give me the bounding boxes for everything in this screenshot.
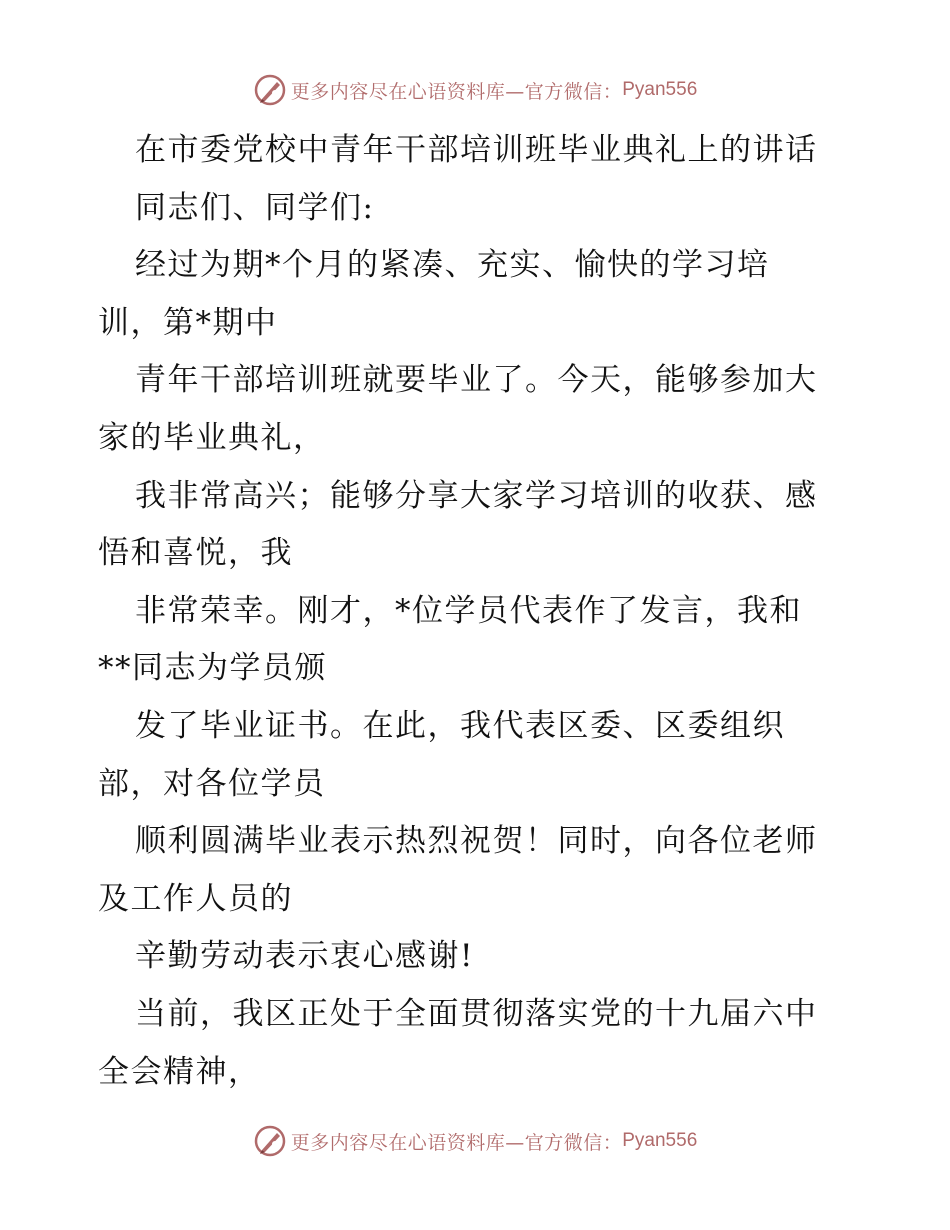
paragraph-line: 发了毕业证书。在此，我代表区委、区委组织 (135, 707, 785, 744)
paragraph-line: 全会精神， (98, 1053, 261, 1090)
watermark-wechat-id: Pyan556 (622, 1130, 698, 1151)
paragraph-line: 家的毕业典礼， (98, 419, 326, 456)
document-body (98, 122, 858, 1101)
document-title: 在市委党校中青年干部培训班毕业典礼上的讲话 (135, 132, 818, 168)
paragraph-line: 悟和喜悦，我 (98, 535, 293, 572)
watermark-text: 更多内容尽在心语资料库—官方微信： (290, 1131, 623, 1154)
paragraph-line: 非常荣幸。刚才，*位学员代表作了发言，我和 (135, 592, 802, 629)
paragraph-line: 青年干部培训班就要毕业了。今天，能够参加大 (135, 362, 818, 399)
quill-logo-icon (253, 73, 287, 107)
paragraph-line: **同志为学员颁 (98, 650, 327, 687)
quill-logo-icon (253, 1124, 287, 1158)
footer-watermark (0, 1124, 950, 1158)
header-watermark (0, 73, 950, 107)
paragraph-line: 当前，我区正处于全面贯彻落实党的十九届六中 (135, 995, 818, 1032)
watermark-text: 更多内容尽在心语资料库—官方微信： (290, 80, 623, 103)
paragraph-line: 顺利圆满毕业表示热烈祝贺！同时，向各位老师 (135, 823, 818, 860)
paragraph-line: 部，对各位学员 (98, 765, 326, 802)
watermark-wechat-id: Pyan556 (622, 79, 698, 100)
paragraph-line: 我非常高兴；能够分享大家学习培训的收获、感 (135, 477, 818, 514)
salutation: 同志们、同学们: (135, 189, 375, 226)
paragraph-line: 经过为期*个月的紧凑、充实、愉快的学习培 (135, 247, 770, 284)
paragraph-line: 训，第*期中 (98, 304, 278, 341)
paragraph-line: 辛勤劳动表示衷心感谢! (135, 938, 474, 975)
paragraph-line: 及工作人员的 (98, 880, 293, 917)
